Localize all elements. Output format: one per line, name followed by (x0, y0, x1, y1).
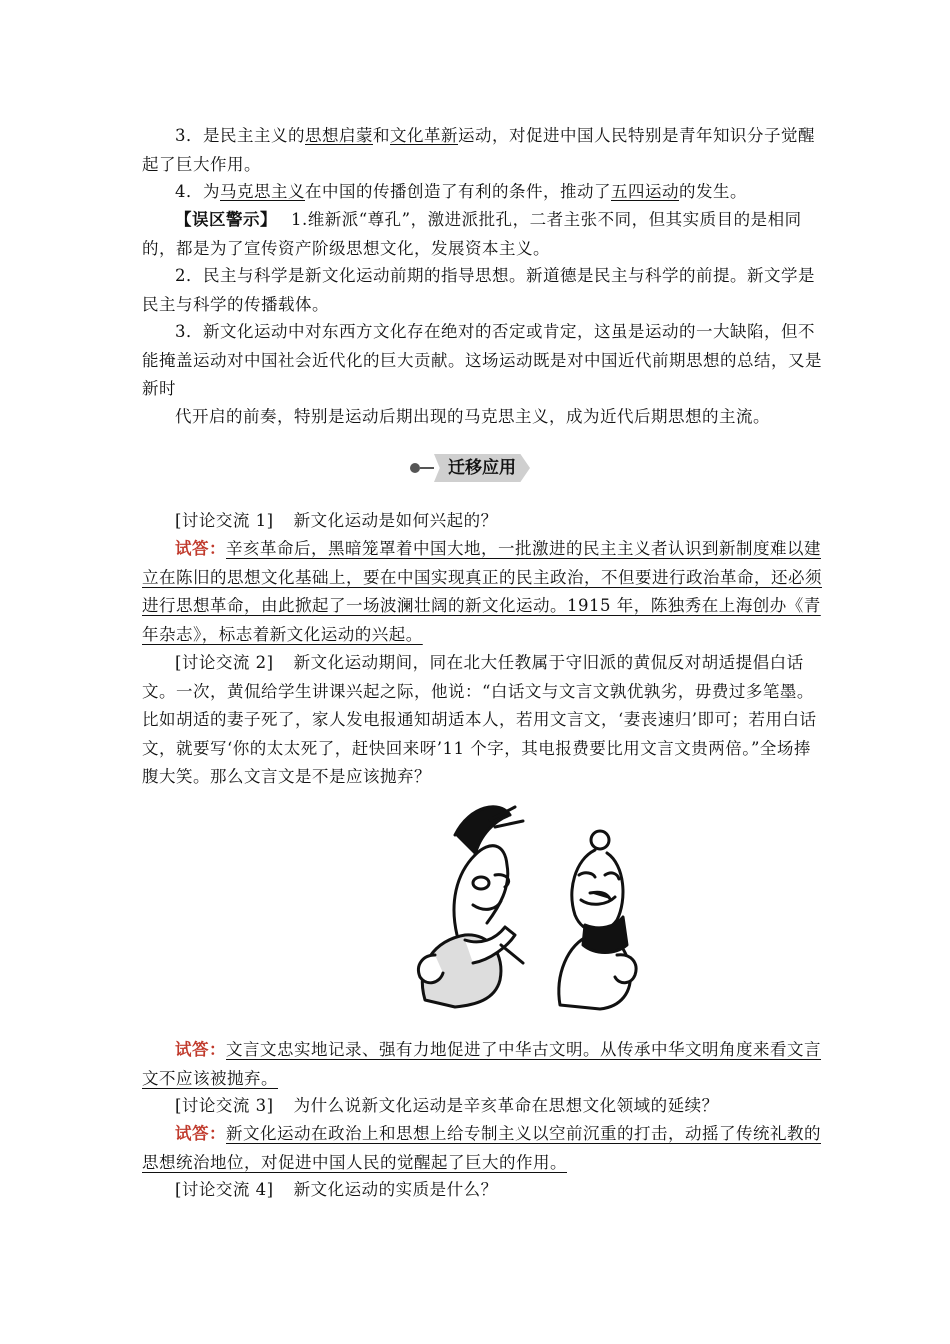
answer-text: 文言文忠实地记录、强有力地促进了中华古文明。从传承中华文明角度来看文言文不应该被抛弃。 (142, 1040, 821, 1088)
question-text: 为什么说新文化运动是辛亥革命在思想文化领域的延续？ (293, 1096, 719, 1115)
question-label: [讨论交流 1] (175, 511, 274, 530)
question-text: 新文化运动期间，同在北大任教属于守旧派的黄侃反对胡适提倡白话文。一次，黄侃给学生讲课兴起之际，他说：“白话文与文言文孰优孰劣，毋费过多笔墨。比如胡适的妻子死了，家人发电报通知胡适本人，若用文言文，‘妻丧速归’即可；若用白话文，就要写‘你的太太死了，赶快回来呀’11 个字，其电报费要比用文言文贵两倍。”全场捧腹大笑。那么文言文是不是应该抛弃？ (142, 653, 817, 786)
underlined-term: 五四运动 (611, 182, 679, 201)
warning-1 (142, 206, 822, 263)
question-text: 新文化运动的实质是什么？ (293, 1180, 498, 1199)
warning-2: 2．民主与科学是新文化运动前期的指导思想。新道德是民主与科学的前提。新文学是民主与科学的传播载体。 (142, 266, 815, 314)
text: 在中国的传播创造了有利的条件，推动了 (305, 182, 611, 201)
answer-1 (142, 535, 822, 649)
answer-2 (142, 1036, 822, 1093)
warning-3-cont: 代开启的前奏，特别是运动后期出现的马克思主义，成为近代后期思想的主流。 (175, 407, 770, 426)
text: 4．为 (175, 182, 220, 201)
bullet-dot-icon (410, 463, 420, 473)
point-3 (142, 122, 822, 179)
answer-text: 新文化运动在政治上和思想上给专制主义以空前沉重的打击，动摇了传统礼教的思想统治地位，对促进中国人民的觉醒起了巨大的作用。 (142, 1124, 821, 1172)
answer-label: 试答： (175, 539, 226, 558)
section-heading (410, 454, 540, 482)
text: 运动，对促进中国人民特别是青年知识分子觉醒起了巨大作用。 (142, 126, 815, 174)
question-4 (142, 1176, 822, 1205)
underlined-term: 思想启蒙 (305, 126, 373, 145)
answer-label: 试答： (175, 1124, 226, 1143)
underlined-term: 马克思主义 (220, 182, 305, 201)
question-text: 新文化运动是如何兴起的？ (293, 511, 498, 530)
answer-text: 辛亥革命后，黑暗笼罩着中国大地，一批激进的民主主义者认识到新制度难以建立在陈旧的思想文化基础上，要在中国实现真正的民主政治，不但要进行政治革命，还必须进行思想革命，由此掀起了一场波澜壮阔的新文化运动。1915 年，陈独秀在上海创办《青年杂志》，标志着新文化运动的兴起。 (142, 539, 822, 644)
question-3 (142, 1092, 822, 1121)
text: 1.维新派“尊孔”，激进派批孔，二者主张不同，但其实质目的是相同的，都是为了宣传资产阶级思想文化，发展资本主义。 (142, 210, 802, 258)
text: 和 (373, 126, 390, 145)
warning-3: 3．新文化运动中对东西方文化存在绝对的否定或肯定，这虽是运动的一大缺陷，但不能掩盖运动对中国社会近代化的巨大贡献。这场运动既是对中国近代前期思想的总结，又是新时 (142, 322, 822, 398)
text: 3．是民主主义的 (175, 126, 305, 145)
question-label: [讨论交流 3] (175, 1096, 274, 1115)
text: 的发生。 (679, 182, 747, 201)
question-label: [讨论交流 4] (175, 1180, 274, 1199)
answer-3 (142, 1120, 822, 1177)
cartoon-illustration (395, 795, 675, 1020)
answer-label: 试答： (175, 1040, 226, 1059)
point-4 (142, 178, 822, 207)
question-label: [讨论交流 2] (175, 653, 274, 672)
question-2 (142, 649, 822, 792)
warning-label: 【误区警示】 (175, 210, 277, 229)
underlined-term: 文化革新 (390, 126, 458, 145)
section-title: 迁移应用 (448, 458, 516, 478)
connector-line (420, 467, 434, 469)
question-1 (142, 507, 822, 536)
